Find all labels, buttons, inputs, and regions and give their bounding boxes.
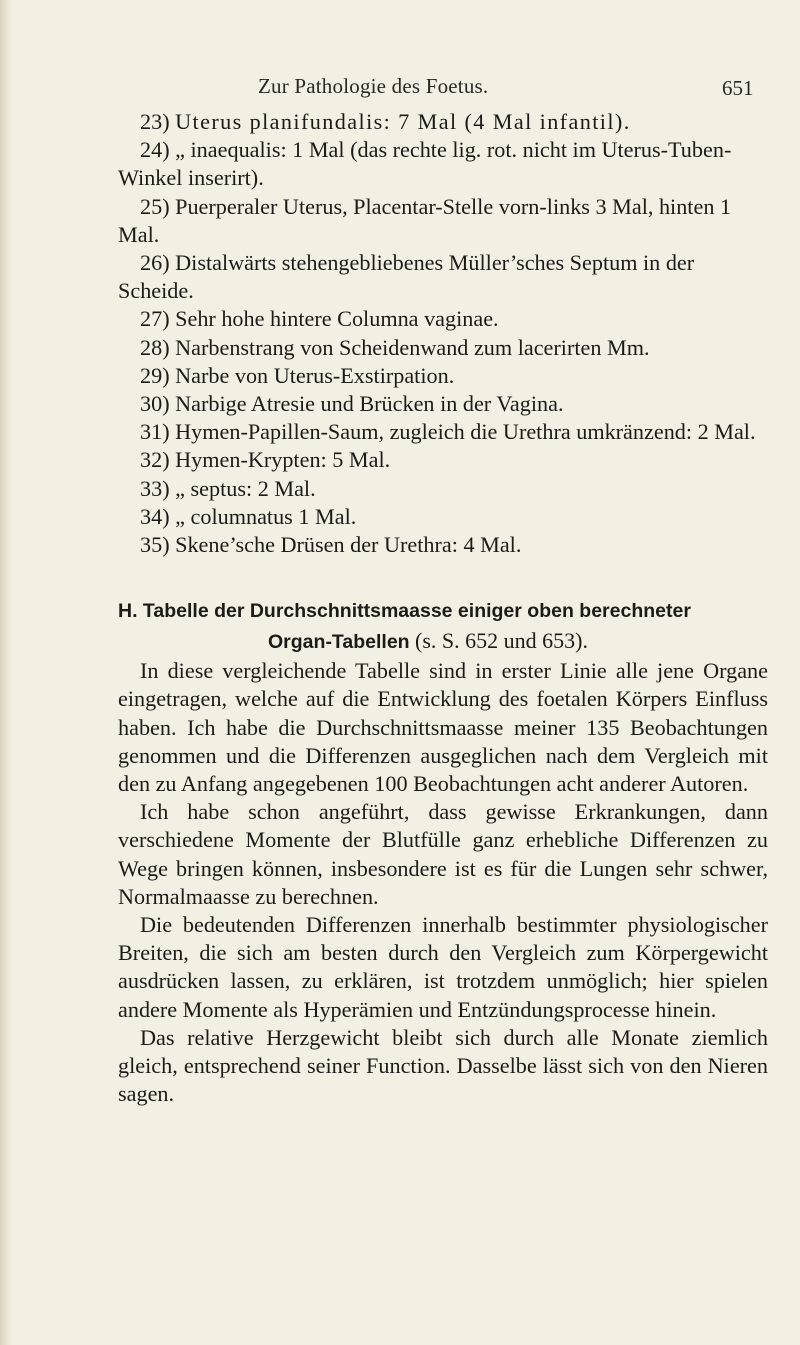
list-item-number: 31)	[140, 419, 170, 445]
list-item-text: Puerperaler Uterus, Placentar-Stelle vorn-links 3 Mal, hinten 1 Mal.	[118, 193, 732, 247]
list-item-29	[118, 362, 768, 390]
list-item-number: 35)	[140, 532, 170, 558]
running-title: Zur Pathologie des Foetus.	[258, 74, 489, 98]
page-binding-shadow	[0, 0, 12, 1345]
list-item-35	[118, 531, 768, 559]
list-item-number: 25)	[140, 193, 170, 219]
list-item-24	[118, 136, 768, 192]
list-item-25	[118, 193, 768, 249]
page-number: 651	[722, 76, 754, 100]
list-item-31	[118, 418, 768, 446]
list-item-text: Narbige Atresie und Brücken in der Vagina.	[175, 391, 564, 417]
list-item-number: 26)	[140, 250, 170, 276]
paragraph: Ich habe schon angeführt, dass gewisse Erkrankungen, dann verschiedene Momente der Blutfülle ganz erhebliche Differenzen zu Wege bringen können, insbesondere ist es für die Lungen sehr schwer, Normalmaasse zu berechnen.	[118, 799, 768, 909]
running-header	[0, 70, 800, 110]
section-title-line2-wrap	[88, 626, 768, 657]
list-item-text: Hymen-Papillen-Saum, zugleich die Urethra umkränzend: 2 Mal.	[175, 419, 756, 445]
list-item-text: Distalwärts stehengebliebenes Müller’sches Septum in der Scheide.	[118, 250, 695, 304]
list-item-number: 24)	[140, 137, 170, 163]
list-item-text: Sehr hohe hintere Columna vaginae.	[175, 306, 499, 332]
paragraph: Die bedeutenden Differenzen innerhalb bestimmter physiologischer Breiten, die sich am besten durch den Vergleich zum Körpergewicht ausdrücken lassen, zu erklären, ist trotzdem unmöglich; hier spielen andere Momente als Hyperämien und Entzündungsprocesse hinein.	[118, 912, 768, 1022]
list-item-30	[118, 390, 768, 418]
paragraph: Das relative Herzgewicht bleibt sich durch alle Monate ziemlich gleich, entsprechend seiner Function. Dasselbe lässt sich von den Nieren sagen.	[118, 1024, 768, 1107]
section-label: H.	[118, 600, 138, 623]
list-item-23	[118, 108, 768, 136]
section-title-line2: Organ-Tabellen	[268, 631, 410, 654]
list-item-number: 30)	[140, 391, 170, 417]
list-item-27	[118, 305, 768, 333]
list-item-text: „ septus: 2 Mal.	[175, 475, 316, 501]
list-item-text: Narbe von Uterus-Exstirpation.	[175, 362, 455, 388]
list-item-text: Narbenstrang von Scheidenwand zum lacerirten Mm.	[175, 334, 650, 360]
list-item-number: 32)	[140, 447, 170, 473]
section-heading	[118, 597, 768, 657]
section-title-ref: (s. S. 652 und 653).	[415, 628, 588, 654]
list-item-number: 27)	[140, 306, 170, 332]
list-item-number: 29)	[140, 362, 170, 388]
section-title-line1: Tabelle der Durchschnittsmaasse einiger oben berechneter	[142, 600, 691, 623]
list-item-26	[118, 249, 768, 305]
list-item-number: 34)	[140, 503, 170, 529]
list-item-text: „ inaequalis: 1 Mal (das rechte lig. rot. nicht im Uterus-Tuben-Winkel inserirt).	[118, 137, 732, 191]
list-item-32	[118, 446, 768, 474]
list-item-number: 28)	[140, 334, 170, 360]
paragraph: In diese vergleichende Tabelle sind in erster Linie alle jene Organe eingetragen, welche auf die Entwicklung des foetalen Körpers Einfluss haben. Ich habe die Durchschnittsmaasse meiner 135 Beobachtungen genommen und die Differenzen ausgeglichen nach dem Vergleich mit den zu Anfang angegebenen 100 Beobachtungen acht anderer Autoren.	[118, 658, 768, 797]
list-item-28	[118, 334, 768, 362]
list-item-number: 23)	[140, 109, 170, 134]
list-item-text: „ columnatus 1 Mal.	[175, 503, 357, 529]
list-item-text: Skene’sche Drüsen der Urethra: 4 Mal.	[175, 532, 522, 558]
list-item-text: Uterus planifundalis: 7 Mal (4 Mal infantil).	[175, 109, 631, 134]
page-body	[118, 108, 768, 1109]
list-item-number: 33)	[140, 475, 170, 501]
list-item-34	[118, 503, 768, 531]
list-item-33	[118, 475, 768, 503]
list-item-text: Hymen-Krypten: 5 Mal.	[175, 447, 391, 473]
